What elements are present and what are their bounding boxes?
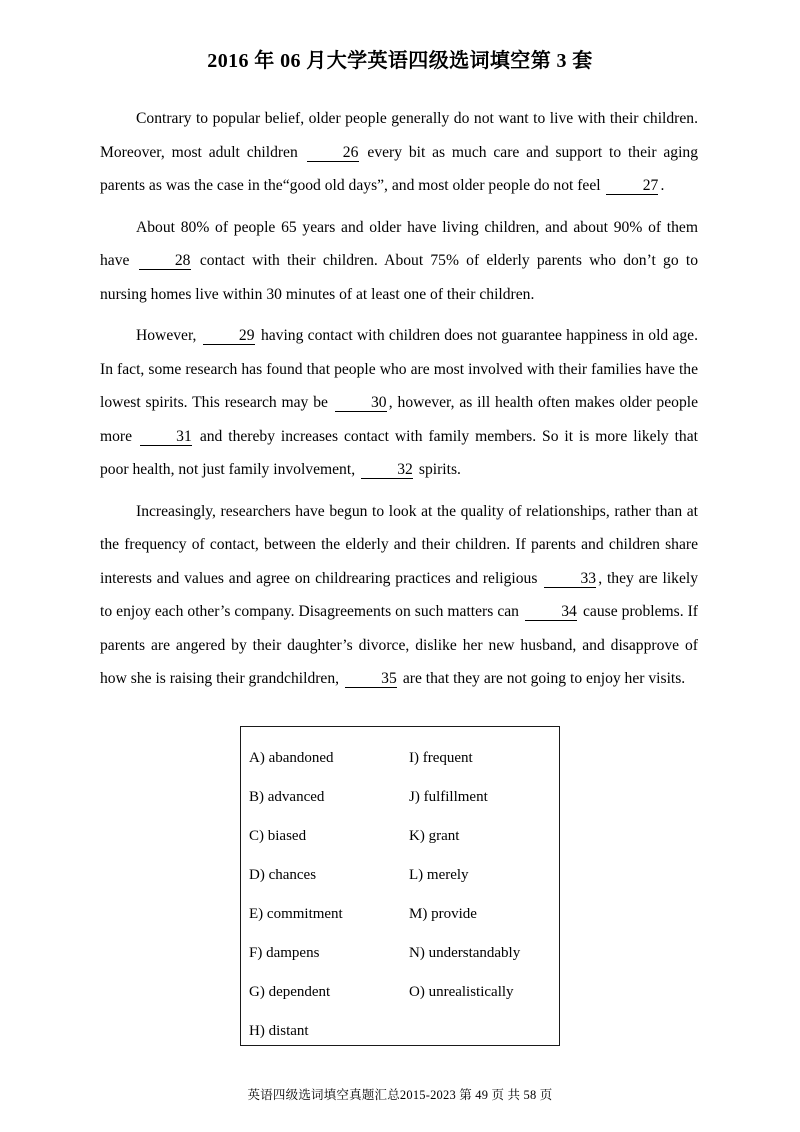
passage-text: Increasingly, researchers have begun to look at the quality of relationships, rather than at the frequency of contact, between the elderly and their children. If parents and children share interests and values and agree on childrearing practices and religious xyxy=(100,502,698,587)
page-footer xyxy=(0,1086,800,1104)
blank-26[interactable]: 26 xyxy=(307,145,359,162)
blank-32[interactable]: 32 xyxy=(361,462,413,479)
passage-text: , they are likely to enjoy each other’s company. Disagreements on such matters can xyxy=(100,569,698,620)
blank-34[interactable]: 34 xyxy=(525,604,577,621)
word-bank-option[interactable]: I) frequent xyxy=(409,750,473,766)
passage-text: . xyxy=(660,177,665,194)
word-bank-option[interactable]: M) provide xyxy=(409,906,477,922)
word-bank-option[interactable]: D) chances xyxy=(249,867,317,883)
blank-28[interactable]: 28 xyxy=(139,253,191,270)
passage-text: and thereby increases contact with family members. So it is more likely that poor health, not just family involvement, xyxy=(100,427,698,478)
passage-paragraph-1 xyxy=(100,102,698,203)
passage-text: every bit as much care and support to their aging parents as was the case in the“good old days”, and most older people do not feel xyxy=(100,143,699,194)
word-bank-option[interactable]: H) distant xyxy=(249,1023,309,1039)
word-bank-option[interactable]: C) biased xyxy=(249,828,307,844)
word-bank-option[interactable]: L) merely xyxy=(409,867,469,883)
passage-text: However, xyxy=(136,327,201,344)
blank-35[interactable]: 35 xyxy=(345,671,397,688)
blank-33[interactable]: 33 xyxy=(544,571,596,588)
word-bank-right-column xyxy=(409,739,559,1012)
blank-30[interactable]: 30 xyxy=(335,395,387,412)
word-bank-option[interactable]: E) commitment xyxy=(249,906,343,922)
passage-text: are that they are not going to enjoy her visits. xyxy=(398,670,686,687)
footer-text: 英语四级选词填空真题汇总2015-2023 第 49 页 共 58 页 xyxy=(247,1088,553,1102)
passage-paragraph-2 xyxy=(100,211,698,312)
passage-text: spirits. xyxy=(415,461,461,478)
passage-text: having contact with children does not guarantee happiness in old age. In fact, some research has found that people who are most involved with their families have the lowest spirits. This research may be xyxy=(100,327,698,411)
word-bank-option[interactable]: N) understandably xyxy=(409,945,521,961)
word-bank-option[interactable]: F) dampens xyxy=(249,945,320,961)
word-bank-box xyxy=(240,726,560,1046)
blank-27[interactable]: 27 xyxy=(606,178,658,195)
word-bank-option[interactable]: K) grant xyxy=(409,828,460,844)
passage-text: Contrary to popular belief, older people generally do not want to live with their children. Moreover, most adult children xyxy=(100,110,698,161)
passage-paragraph-3 xyxy=(100,319,698,487)
passage-text: contact with their children. About 75% of elderly parents who don’t go to nursing homes live within 30 minutes of at least one of their children. xyxy=(100,252,698,303)
word-bank-option[interactable]: J) fulfillment xyxy=(409,789,488,805)
word-bank-option[interactable]: A) abandoned xyxy=(249,750,334,766)
passage-text: About 80% of people 65 years and older have living children, and about 90% of them have xyxy=(100,218,698,269)
word-bank-option[interactable]: O) unrealistically xyxy=(409,984,514,1000)
blank-29[interactable]: 29 xyxy=(203,328,255,345)
passage-text: , however, as ill health often makes older people more xyxy=(100,394,698,445)
word-bank-option[interactable]: G) dependent xyxy=(249,984,331,1000)
blank-31[interactable]: 31 xyxy=(140,429,192,446)
word-bank-left-column xyxy=(249,739,409,1051)
passage-body xyxy=(100,102,698,696)
page-title: 2016 年 06 月大学英语四级选词填空第 3 套 xyxy=(207,50,593,72)
passage-text: cause problems. If parents are angered by their daughter’s divorce, dislike her new husband, and disapprove of how she is raising their grandchildren, xyxy=(100,603,698,687)
passage-paragraph-4 xyxy=(100,495,698,696)
word-bank-grid xyxy=(241,739,559,1045)
word-bank-option[interactable]: B) advanced xyxy=(249,789,325,805)
